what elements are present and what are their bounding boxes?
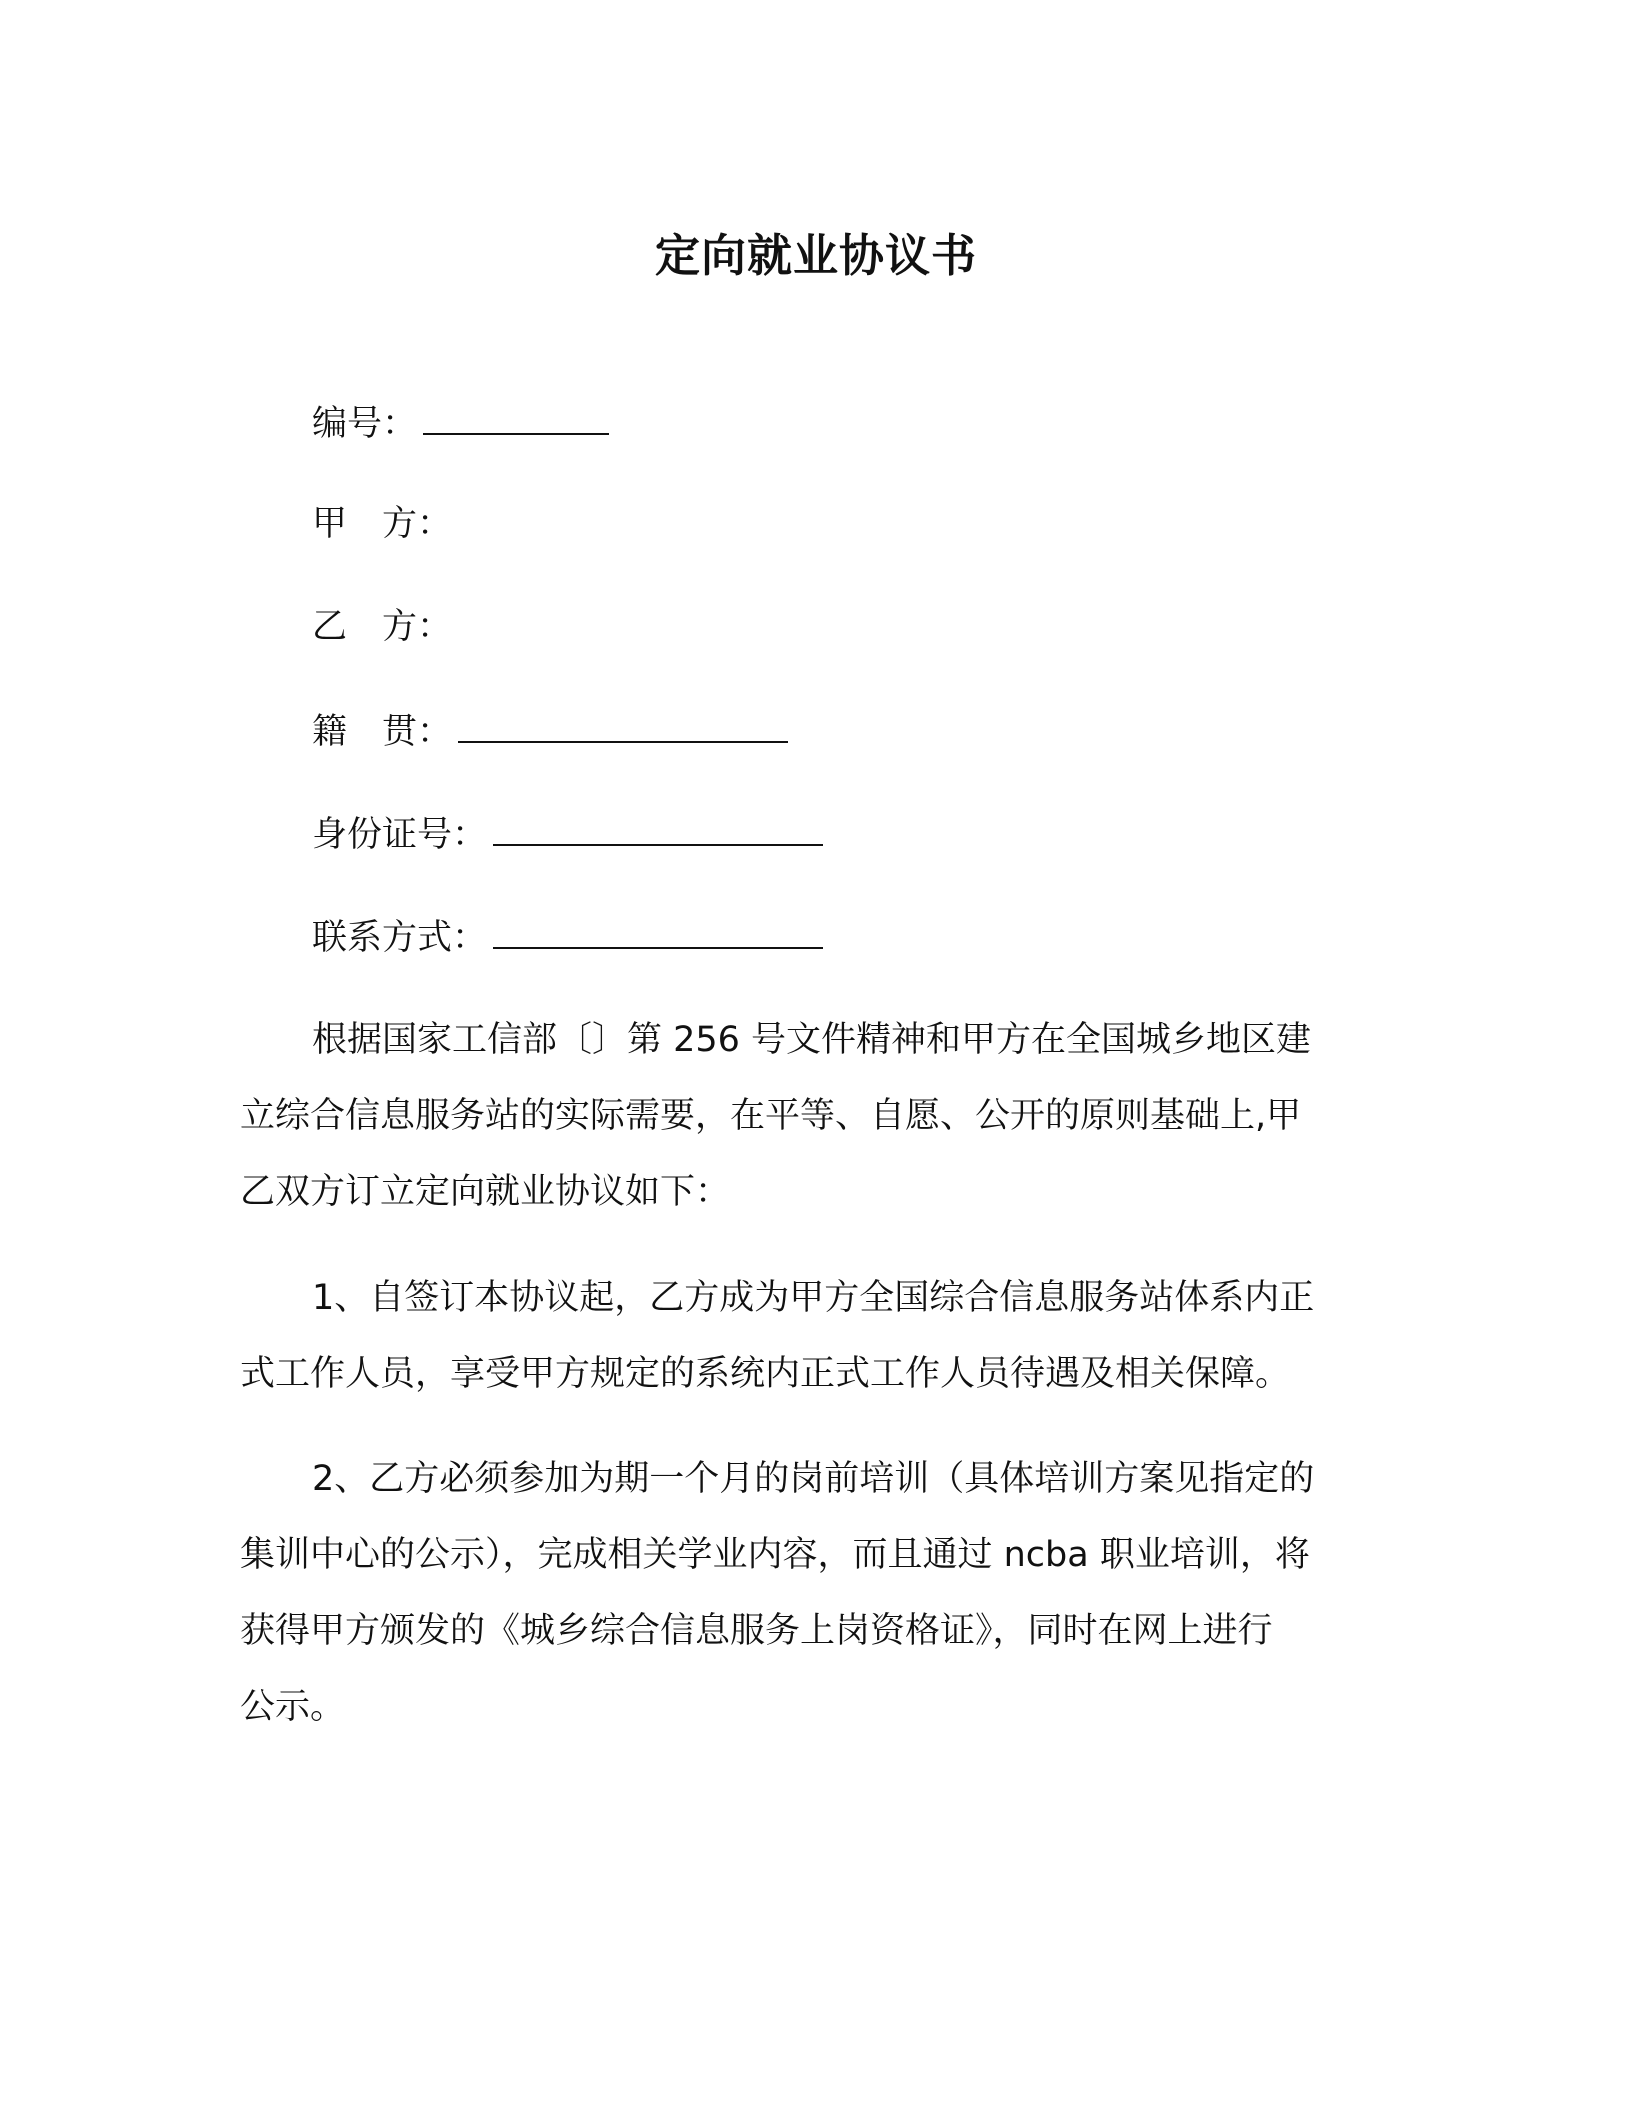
field-id-number-blank[interactable] [493, 808, 823, 846]
paragraph-line: 2、乙方必须参加为期一个月的岗前培训（具体培训方案见指定的 [312, 1459, 1315, 1499]
field-id-number-label: 身份证号： [312, 815, 488, 855]
field-id-number [312, 808, 823, 860]
paragraph-line: 集训中心的公示），完成相关学业内容，而且通过 ncba 职业培训，将 [240, 1535, 1310, 1575]
paragraph-clause-1 [240, 1260, 1410, 1412]
field-party-b [312, 602, 452, 652]
field-number-blank[interactable] [423, 397, 609, 435]
paragraph-line: 式工作人员，享受甲方规定的系统内正式工作人员待遇及相关保障。 [240, 1354, 1291, 1394]
paragraph-intro [240, 1002, 1410, 1230]
paragraph-line: 根据国家工信部〔〕第 256 号文件精神和甲方在全国城乡地区建 [312, 1020, 1312, 1060]
paragraph-line: 获得甲方颁发的《城乡综合信息服务上岗资格证》，同时在网上进行 [240, 1611, 1273, 1651]
field-party-b-label: 乙 方： [312, 607, 453, 647]
paragraph-line: 乙双方订立定向就业协议如下： [240, 1172, 731, 1212]
field-contact-label: 联系方式： [312, 918, 488, 958]
field-party-a [312, 499, 452, 549]
paragraph-line: 公示。 [240, 1687, 346, 1727]
paragraph-line: 立综合信息服务站的实际需要，在平等、自愿、公开的原则基础上,甲 [240, 1096, 1302, 1136]
field-native-place [312, 705, 788, 757]
field-number-label: 编号： [312, 404, 418, 444]
field-native-place-blank[interactable] [458, 705, 788, 743]
field-number [312, 397, 609, 449]
field-contact-blank[interactable] [493, 911, 823, 949]
paragraph-clause-2 [240, 1441, 1410, 1745]
field-contact [312, 911, 823, 963]
field-party-a-label: 甲 方： [312, 504, 453, 544]
field-native-place-label: 籍 贯： [312, 712, 453, 752]
paragraph-line: 1、自签订本协议起，乙方成为甲方全国综合信息服务站体系内正 [312, 1278, 1315, 1318]
document-title: 定向就业协议书 [654, 229, 977, 282]
